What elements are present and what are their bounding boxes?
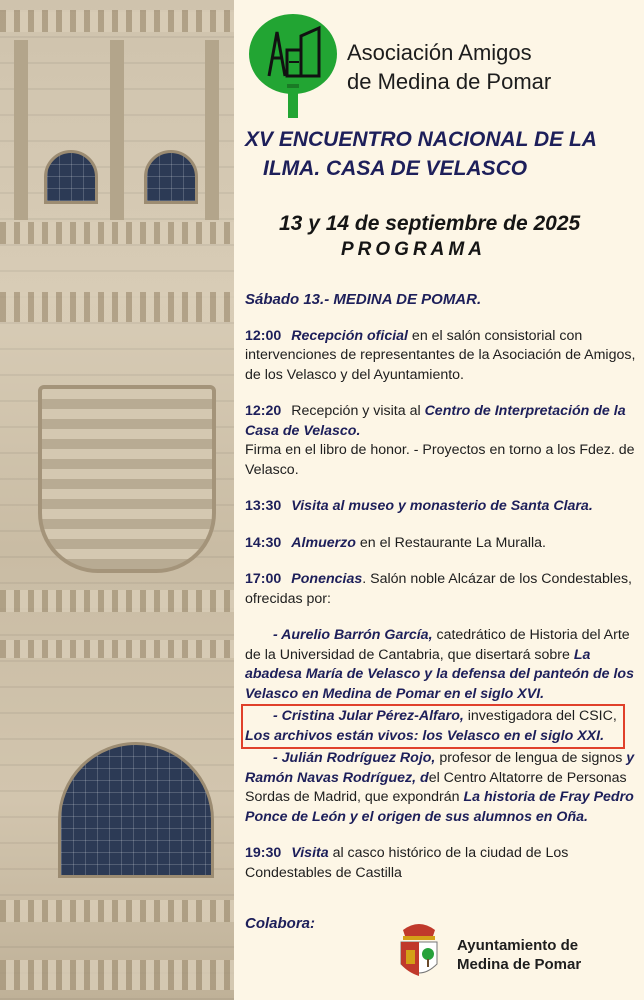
event-1220: 12:20 Recepción y visita al Centro de Interpretación de la Casa de Velasco. Firma en el libro de honor. - Proyectos en torno a los Fdez. de Velasco. [245,403,635,478]
event-1200: 12:00 Recepción oficial en el salón consistorial con intervenciones de representantes de la Asociación de Amigos, de los Velasco y del Ayuntamiento. [245,327,636,383]
association-tree-logo [247,14,339,118]
speaker-2: - Cristina Jular Pérez-Alfaro, investigadora del CSIC, Los archivos están vivos: los Velasco en el siglo XXI. [245,708,617,744]
program-body [245,290,637,883]
event-title-line2: ILMA. CASA DE VELASCO [263,157,528,180]
association-name-line2: de Medina de Pomar [347,69,552,94]
speaker-3: - Julián Rodríguez Rojo, profesor de lengua de signos y Ramón Navas Rodríguez, del Centro Altatorre de Personas Sordas de Madrid, que expondrán La historia de Fray Pedro Ponce de León y el origen de sus alumnos en Oña. [245,750,635,825]
ayuntamiento-name [457,936,581,974]
decorative-frieze [0,10,234,32]
lower-window [58,742,214,878]
highlighted-speaker-box [241,704,625,749]
facade-photo [0,0,234,1000]
colabora-label: Colabora: [245,915,316,932]
event-title [245,125,637,183]
event-date: 13 y 14 de septiembre de 2025 [279,212,581,235]
event-1700: 17:00 Ponencias. Salón noble Alcázar de los Condestables, ofrecidas por: [245,571,633,607]
upper-window-right [144,150,198,204]
day-heading: Sábado 13.- MEDINA DE POMAR. [245,291,482,308]
ayuntamiento-line1: Ayuntamiento de [457,937,579,954]
ayuntamiento-logo [397,916,637,986]
programa-heading: PROGRAMA [341,239,486,260]
header [247,14,637,120]
event-title-line1: XV ENCUENTRO NACIONAL DE LA [245,128,597,151]
event-1430: 14:30 Almuerzo en el Restaurante La Muralla. [245,534,547,551]
association-name-line1: Asociación Amigos [347,40,532,65]
association-name [347,38,551,96]
ayuntamiento-line2: Medina de Pomar [457,956,582,973]
speaker-1: - Aurelio Barrón García, catedrático de Historia del Arte de la Universidad de Cantabria, que disertará sobre La abadesa María de Velasco y la defensa del panteón de los Velasco en Medina de Pomar en el siglo XVI. [245,627,634,702]
town-coat-of-arms-icon [397,916,441,982]
event-1930: 19:30 Visita al casco histórico de la ciudad de Los Condestables de Castilla [245,845,569,881]
event-1330: 13:30 Visita al museo y monasterio de Santa Clara. [245,498,593,514]
upper-window-left [44,150,98,204]
coat-of-arms-relief [38,385,216,573]
